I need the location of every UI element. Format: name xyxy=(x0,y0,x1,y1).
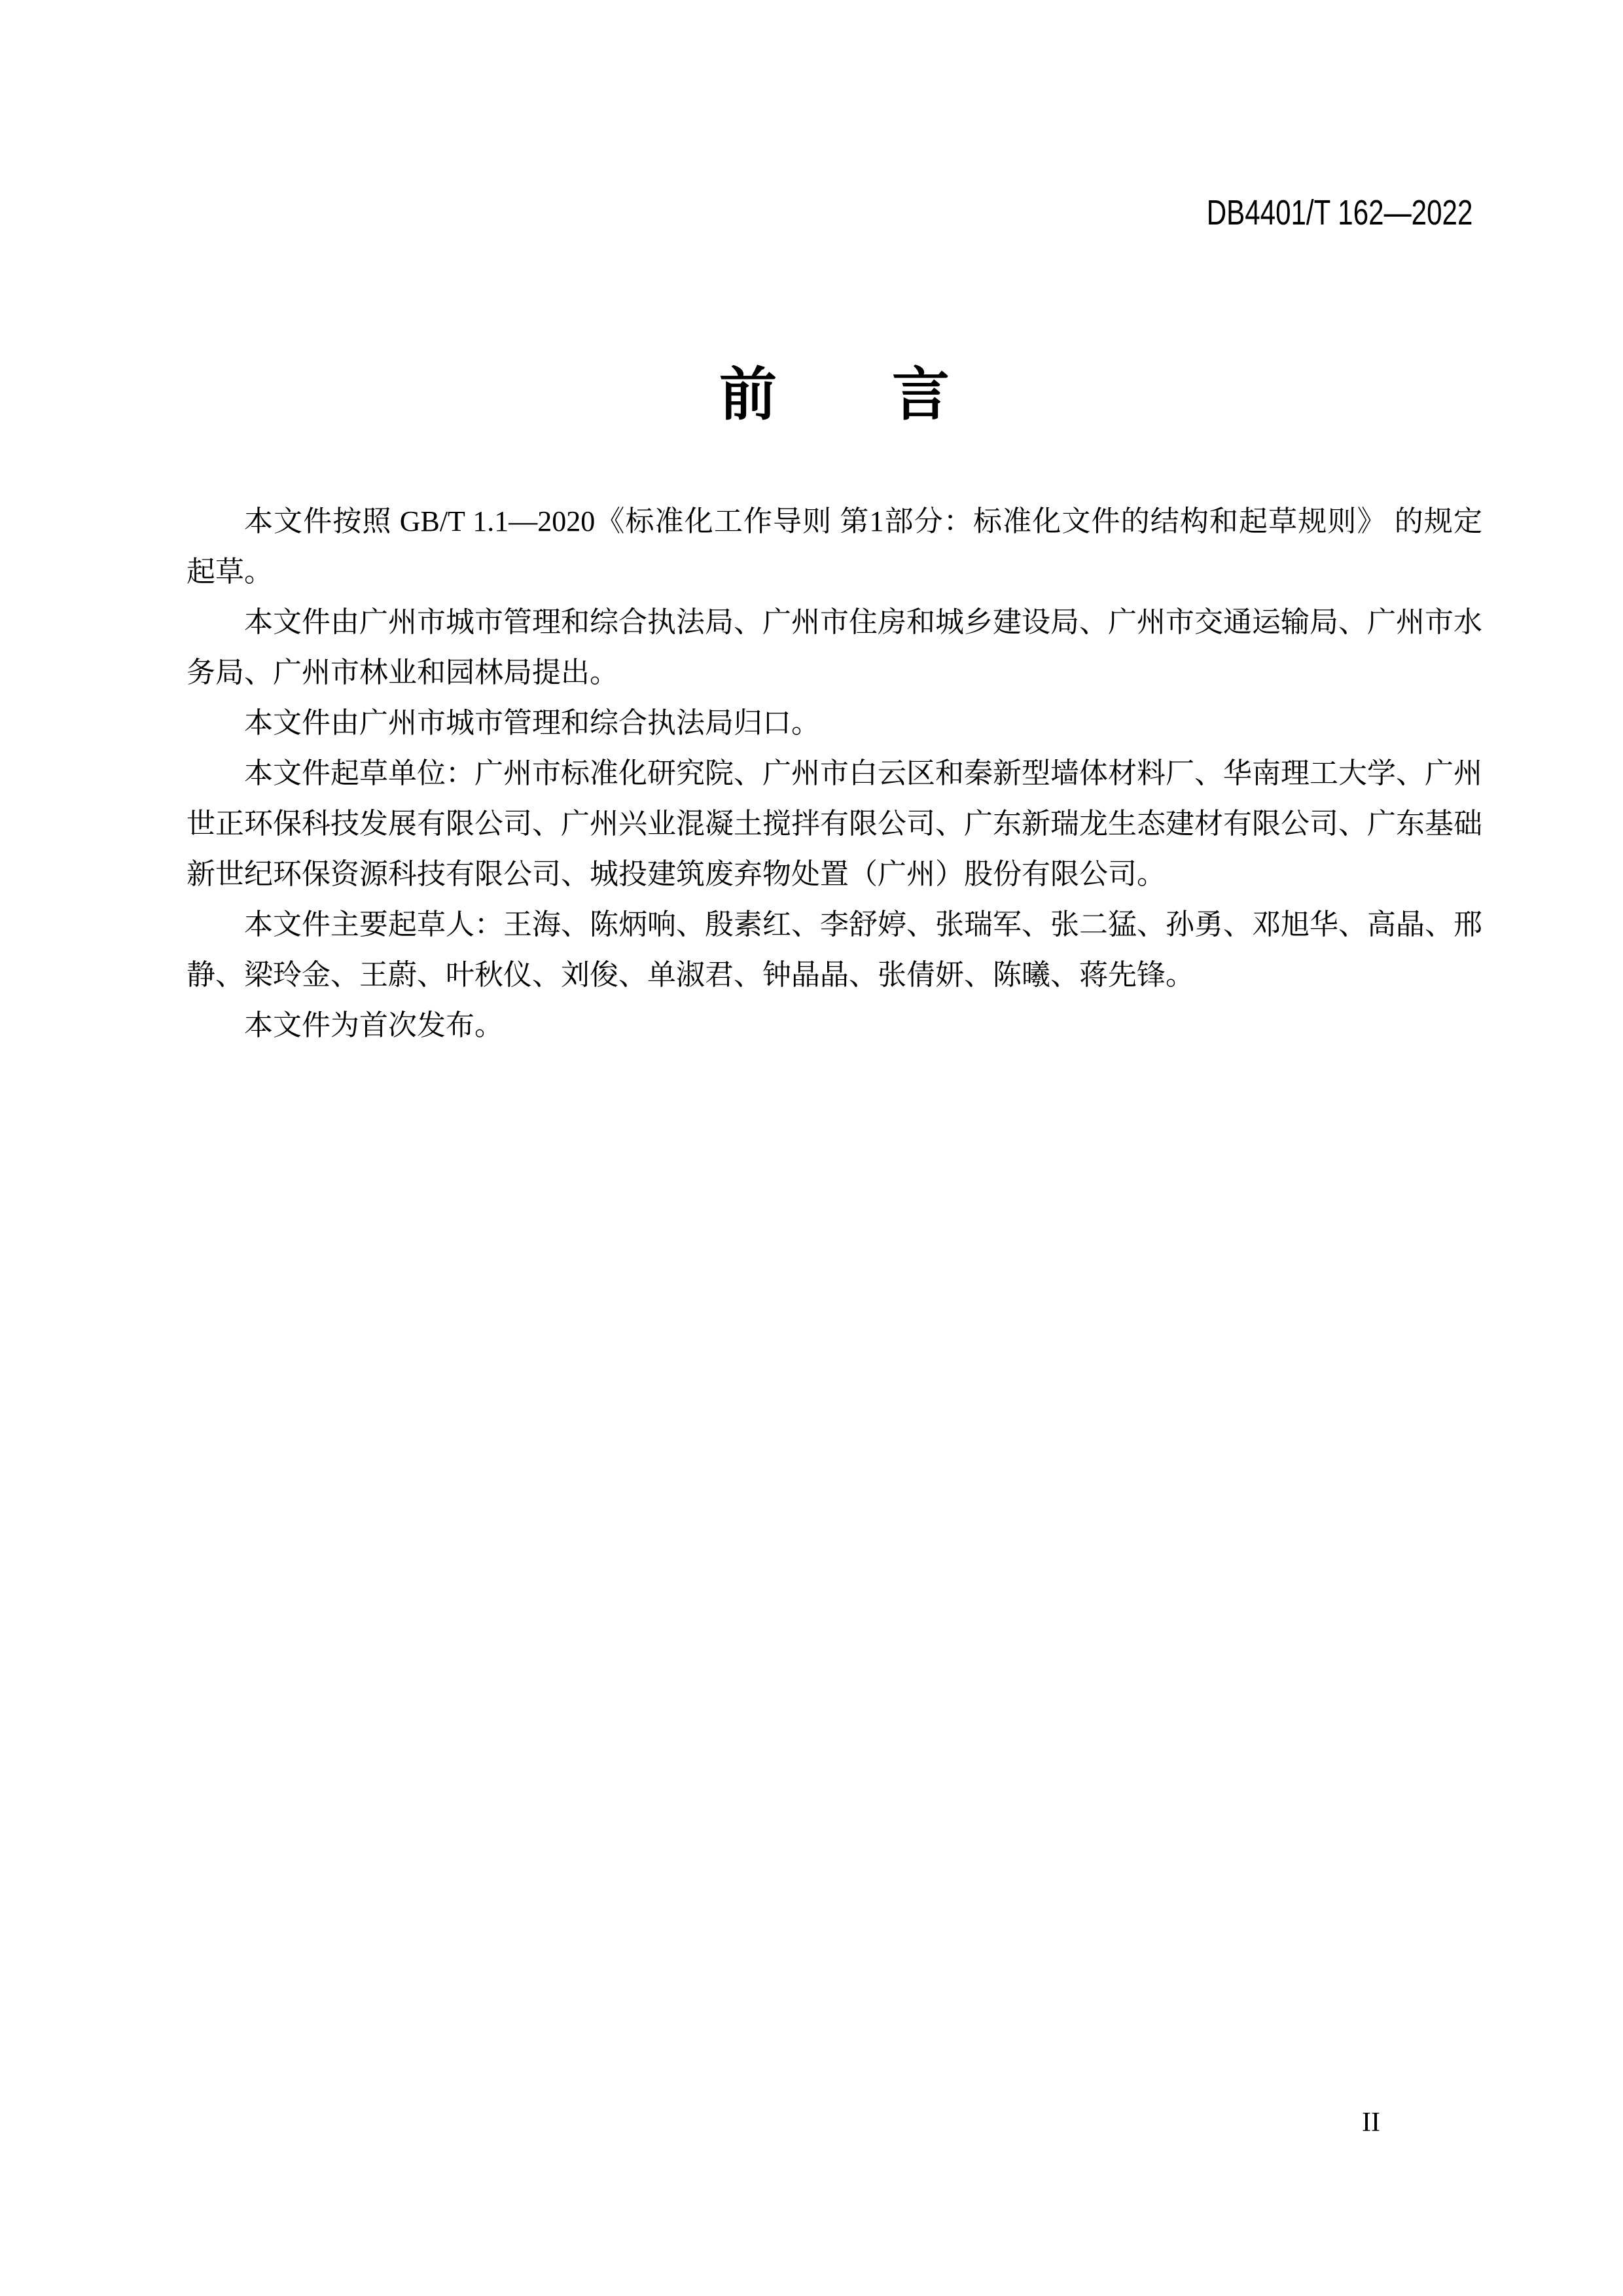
foreword-paragraph-drafting-rules: 本文件按照 GB/T 1.1—2020《标准化工作导则 第1部分：标准化文件的结构和起草规则》 的规定起草。 xyxy=(187,505,1482,588)
page-number: II xyxy=(1362,2108,1380,2138)
page-title: 前 言 xyxy=(719,362,950,427)
standard-code-header: DB4401/T 162—2022 xyxy=(1206,193,1472,232)
foreword-paragraph-drafting-organizations: 本文件起草单位：广州市标准化研究院、广州市白云区和秦新型墙体材料厂、华南理工大学、广州世正环保科技发展有限公司、广州兴业混凝土搅拌有限公司、广东新瑞龙生态建材有限公司、广东基础新世纪环保资源科技有限公司、城投建筑废弃物处置（广州）股份有限公司。 xyxy=(187,757,1482,890)
foreword-body xyxy=(187,496,1482,1050)
foreword-paragraph-centralized-department: 本文件由广州市城市管理和综合执法局归口。 xyxy=(244,707,820,739)
foreword-paragraph-proposing-departments: 本文件由广州市城市管理和综合执法局、广州市住房和城乡建设局、广州市交通运输局、广州市水务局、广州市林业和园林局提出。 xyxy=(187,606,1482,689)
foreword-paragraph-main-drafters: 本文件主要起草人：王海、陈炳响、殷素红、李舒婷、张瑞军、张二猛、孙勇、邓旭华、高晶、邢静、梁玲金、王蔚、叶秋仪、刘俊、单淑君、钟晶晶、张倩妍、陈曦、蒋先锋。 xyxy=(187,908,1482,991)
foreword-paragraph-first-release: 本文件为首次发布。 xyxy=(244,1009,503,1041)
